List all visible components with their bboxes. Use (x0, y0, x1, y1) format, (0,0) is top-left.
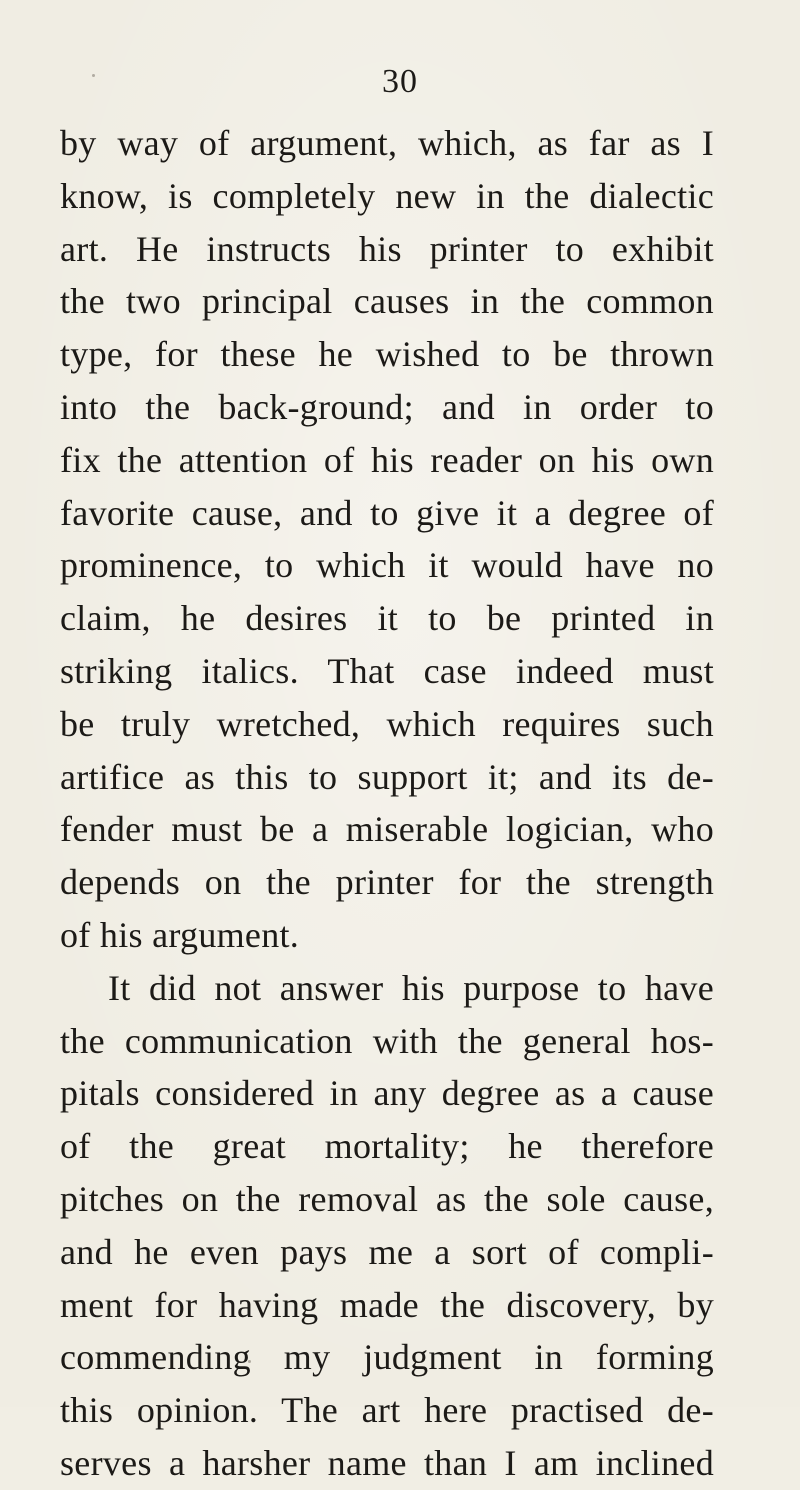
text-line: pitals considered in any degree as a cause (60, 1073, 714, 1114)
text-line: this opinion. The art here practised de- (60, 1390, 714, 1431)
text-line: favorite cause, and to give it a degree of (60, 492, 714, 533)
text-line: commending my judgment in forming (60, 1337, 714, 1378)
text-line: ment for having made the discovery, by (60, 1284, 714, 1325)
text-line: be truly wretched, which requires such (60, 703, 714, 744)
body-text (60, 117, 714, 1490)
text-line: by way of argument, which, as far as I (60, 123, 714, 163)
text-line: depends on the printer for the strength (60, 862, 714, 903)
text-line: of the great mortality; he therefore (60, 1126, 714, 1167)
text-line: pitches on the removal as the sole cause, (60, 1178, 714, 1219)
text-line: type, for these he wished to be thrown (60, 334, 714, 375)
paragraph-end-line: of his argument. (60, 914, 300, 955)
text-line: claim, he desires it to be printed in (60, 598, 714, 639)
text-line: striking italics. That case indeed must (60, 650, 714, 691)
text-line: prominence, to which it would have no (60, 545, 714, 586)
text-line: the two principal causes in the common (60, 281, 714, 322)
text-line: fix the attention of his reader on his own (60, 439, 714, 480)
page-number: 30 (382, 63, 418, 100)
text-line: the communication with the general hos- (60, 1020, 714, 1061)
text-line: fender must be a miserable logician, who (60, 809, 714, 850)
text-line: into the back-ground; and in order to (60, 386, 714, 427)
text-line: artifice as this to support it; and its de- (60, 756, 714, 797)
text-line: serves a harsher name than I am inclined (60, 1442, 714, 1483)
text-line: and he even pays me a sort of compli- (60, 1231, 714, 1272)
paragraph-start-line: It did not answer his purpose to have (108, 967, 714, 1008)
text-line: know, is completely new in the dialectic (60, 175, 714, 216)
text-line: art. He instructs his printer to exhibit (60, 228, 714, 269)
